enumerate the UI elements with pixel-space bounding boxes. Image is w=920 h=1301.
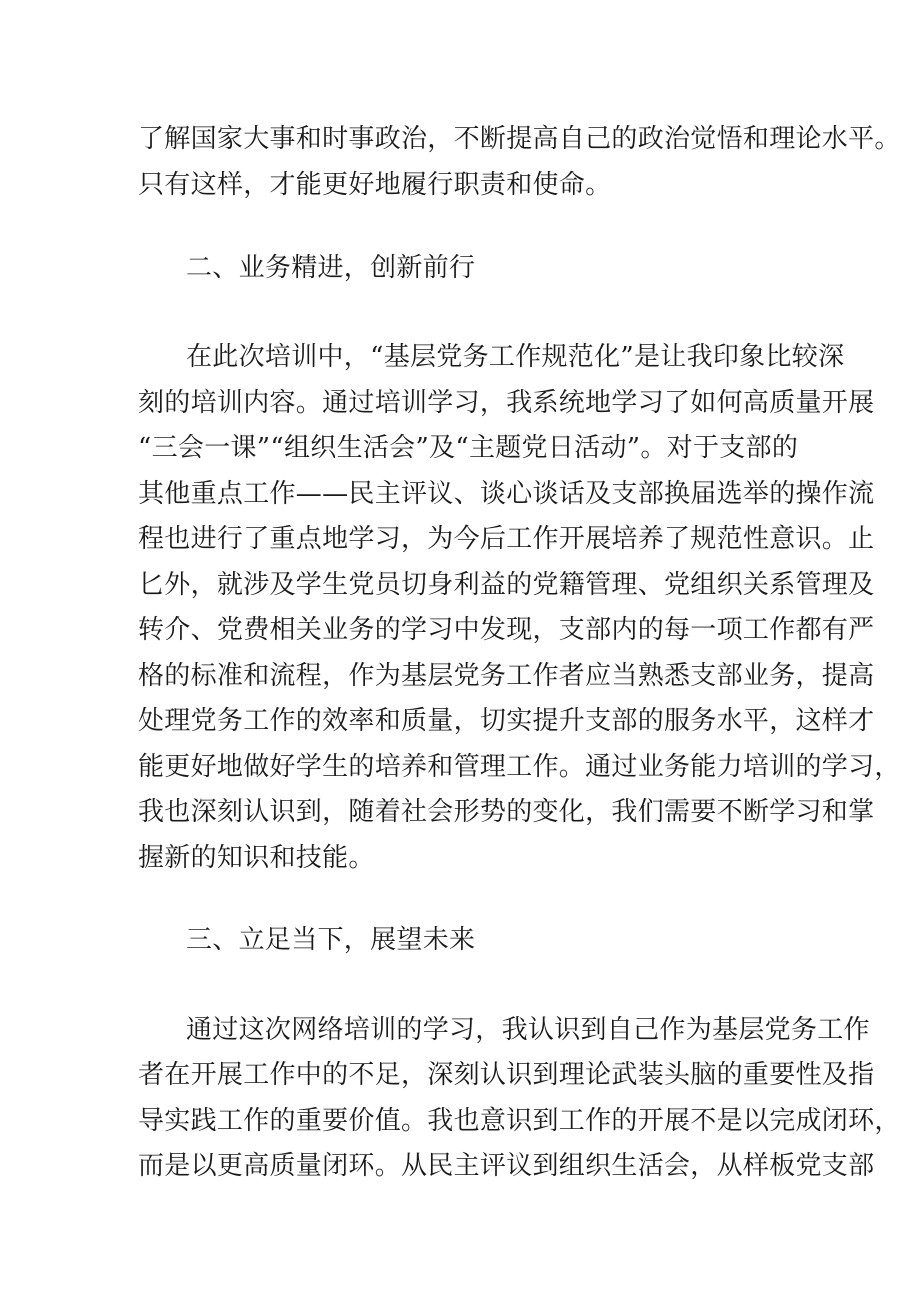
paragraph-line: 程也进行了重点地学习，为今后工作开展培养了规范性意识。止: [138, 524, 875, 554]
paragraph-line: 其他重点工作——民主评议、谈心谈话及支部换届选举的操作流: [138, 479, 875, 509]
paragraph-line: 握新的知识和技能。: [138, 843, 375, 873]
section-heading: 二、业务精进，创新前行: [186, 253, 476, 283]
paragraph-line: 只有这样，才能更好地履行职责和使命。: [138, 170, 612, 200]
paragraph-line: 者在开展工作中的不足，深刻认识到理论武装头脑的重要性及指: [138, 1060, 875, 1090]
paragraph-line: “三会一课”“组织生活会”及“主题党日活动”。对于支部的: [138, 433, 799, 463]
paragraph-line: 在此次培训中，“基层党务工作规范化”是让我印象比较深: [186, 342, 845, 372]
paragraph-line: 刻的培训内容。通过培训学习，我系统地学习了如何高质量开展: [138, 388, 875, 418]
paragraph-line: 我也深刻认识到，随着社会形势的变化，我们需要不断学习和掌: [138, 797, 875, 827]
paragraph-line: 能更好地做好学生的培养和管理工作。通过业务能力培训的学习，: [138, 752, 901, 782]
paragraph-line: 转介、党费相关业务的学习中发现，支部内的每一项工作都有严: [138, 615, 875, 645]
paragraph-line: 通过这次网络培训的学习，我认识到自己作为基层党务工作: [186, 1015, 870, 1045]
paragraph-line: 而是以更高质量闭环。从民主评议到组织生活会，从样板党支部: [138, 1151, 875, 1181]
section-heading: 三、立足当下，展望未来: [186, 925, 476, 955]
paragraph-line: 导实践工作的重要价值。我也意识到工作的开展不是以完成闭环，: [138, 1106, 901, 1136]
paragraph-line: 了解国家大事和时事政治，不断提高自己的政治觉悟和理论水平。: [138, 124, 901, 154]
paragraph-line: 匕外，就涉及学生党员切身利益的党籍管理、党组织关系管理及: [138, 570, 875, 600]
paragraph-line: 处理党务工作的效率和质量，切实提升支部的服务水平，这样才: [138, 706, 875, 736]
paragraph-line: 格的标准和流程，作为基层党务工作者应当熟悉支部业务，提高: [138, 661, 875, 691]
